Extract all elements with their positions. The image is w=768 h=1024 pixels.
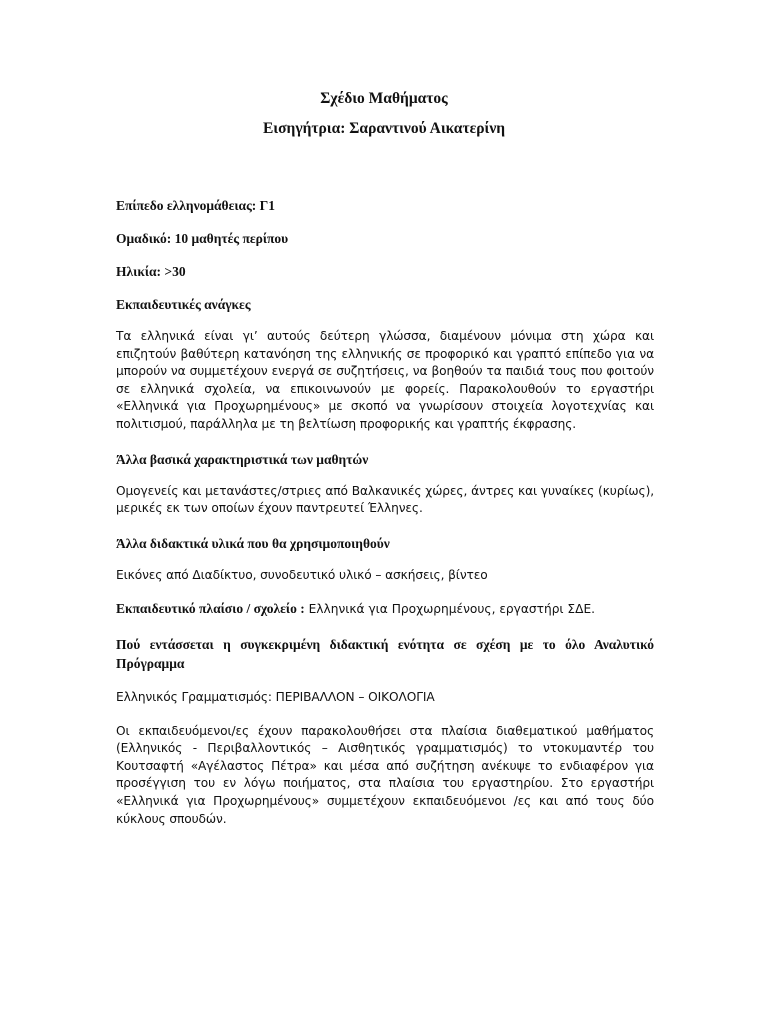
- level-line: Επίπεδο ελληνομάθειας: Γ1: [116, 198, 275, 213]
- age-line: Ηλικία: >30: [116, 264, 186, 279]
- author-line: Εισηγήτρια: Σαραντινού Αικατερίνη: [262, 120, 506, 137]
- context-value: Ελληνικά για Προχωρημένους, εργαστήρι ΣΔΕ.: [304, 602, 596, 617]
- materials-paragraph: Εικόνες από Διαδίκτυο, συνοδευτικό υλικό – ασκήσεις, βίντεο: [116, 567, 488, 582]
- materials-heading: Άλλα διδακτικά υλικά που θα χρησιμοποιηθούν: [116, 535, 390, 551]
- document-title: Σχέδιο Μαθήματος: [320, 90, 448, 107]
- document-body: [116, 196, 654, 828]
- context-line: [116, 600, 654, 619]
- context-label: Εκπαιδευτικό πλαίσιο / σχολείο :: [116, 601, 305, 617]
- needs-paragraph: Τα ελληνικά είναι γι’ αυτούς δεύτερη γλώσσα, διαμένουν μόνιμα στη χώρα και επιζητούν βαθύτερη κατανόηση της ελληνικής σε προφορικό και γραπτό επίπεδο για να μπορούν να συμμετέχουν ενεργά σε συζητήσεις, να βοηθούν τα παιδιά τους που φοιτούν σε ελληνικά σχολεία, να επικοινωνούν με φορείς. Παρακολουθούν το εργαστήρι «Ελληνικά για Προχωρημένους» με σκοπό να γνωρίσουν στοιχεία λογοτεχνίας και πολιτισμού, παράλληλα με τη βελτίωση προφορικής και γραπτής έκφρασης.: [116, 329, 654, 431]
- group-line: Ομαδικό: 10 μαθητές περίπου: [116, 231, 289, 246]
- traits-paragraph: Ομογενείς και μετανάστες/στριες από Βαλκανικές χώρες, άντρες και γυναίκες (κυρίως), μερικές εκ των οποίων έχουν παντρευτεί Έλληνες.: [116, 483, 654, 516]
- traits-heading: Άλλα βασικά χαρακτηριστικά των μαθητών: [116, 451, 369, 467]
- curriculum-heading: Πού εντάσσεται η συγκεκριμένη διδακτική ενότητα σε σχέση με το όλο Αναλυτικό Πρόγραμμα: [116, 636, 654, 671]
- final-paragraph: Οι εκπαιδευόμενοι/ες έχουν παρακολουθήσει στα πλαίσια διαθεματικού μαθήματος (Ελληνικός - Περιβαλλοντικός – Αισθητικός γραμματισμός) το ντοκυμαντέρ του Κουτσαφτή «Αγέλαστος Πέτρα» και μέσα από συζήτηση ανέκυψε το ενδιαφέρον για προσέγγιση του εν λόγω ποιήματος, στα πλαίσια του εργαστηρίου. Στο εργαστήρι «Ελληνικά για Προχωρημένους» συμμετέχουν εκπαιδευόμενοι /ες και από τους δύο κύκλους σπουδών.: [116, 723, 654, 826]
- needs-heading: Εκπαιδευτικές ανάγκες: [116, 297, 251, 312]
- literacy-paragraph: Ελληνικός Γραμματισμός: ΠΕΡΙΒΑΛΛΟΝ – ΟΙΚΟΛΟΓΙΑ: [116, 689, 435, 704]
